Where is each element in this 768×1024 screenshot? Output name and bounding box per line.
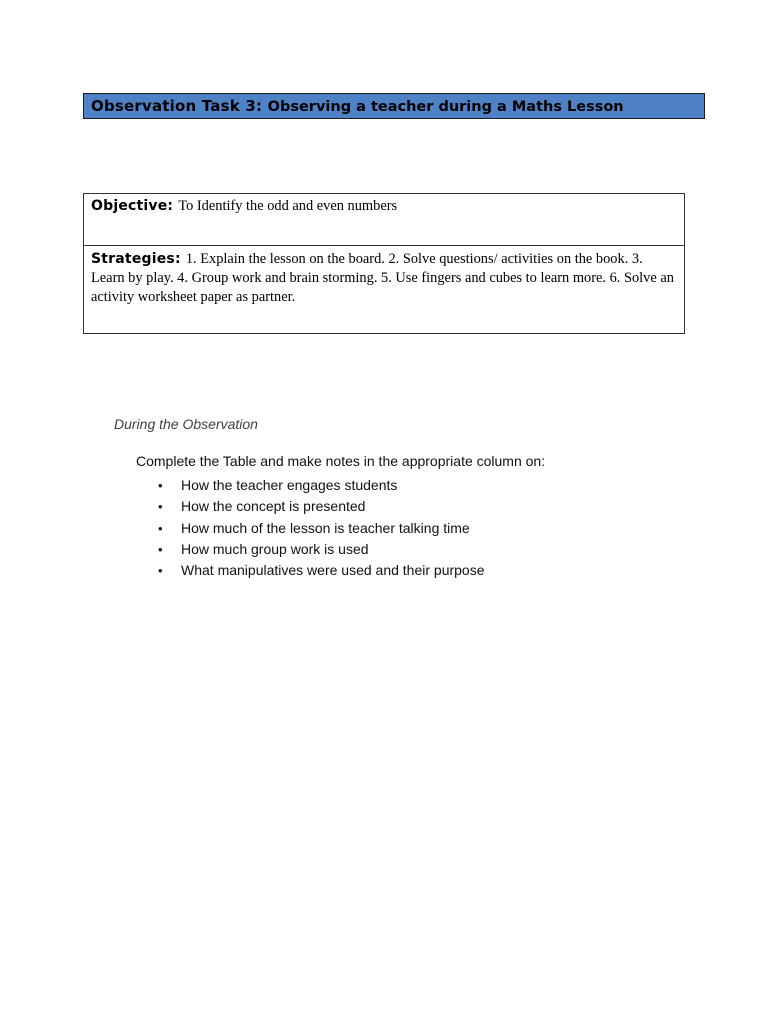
list-item bbox=[158, 497, 485, 518]
bullet-icon: • bbox=[158, 520, 163, 536]
list-item bbox=[158, 476, 485, 497]
list-item-text: How the concept is presented bbox=[181, 498, 366, 515]
objective-label: Objective: bbox=[91, 198, 179, 214]
instruction-text: Complete the Table and make notes in the appropriate column on: bbox=[136, 453, 546, 469]
observation-checklist bbox=[158, 476, 485, 582]
list-item-text: How much of the lesson is teacher talking time bbox=[181, 519, 470, 536]
list-item-text: What manipulatives were used and their purpose bbox=[181, 562, 485, 579]
objective-text: To Identify the odd and even numbers bbox=[178, 198, 398, 214]
task-title: Observing a teacher during a Maths Lesson bbox=[267, 99, 624, 115]
list-item bbox=[158, 561, 485, 582]
section-heading: During the Observation bbox=[114, 416, 258, 432]
strategies-row bbox=[84, 246, 684, 333]
strategies-text: 1. Explain the lesson on the board. 2. Solve questions/ activities on the book. 3. Learn by play. 4. Group work and brain storming. 5. Use fingers and cubes to learn more. 6. Solve an activity worksheet paper as partner. bbox=[91, 251, 674, 305]
strategies-label: Strategies: bbox=[91, 251, 186, 267]
list-item bbox=[158, 519, 485, 540]
bullet-icon: • bbox=[158, 499, 163, 515]
list-item bbox=[158, 540, 485, 561]
list-item-text: How much group work is used bbox=[181, 540, 369, 557]
objective-row bbox=[84, 194, 684, 246]
bullet-icon: • bbox=[158, 478, 163, 493]
objective-strategies-table bbox=[83, 193, 685, 334]
bullet-icon: • bbox=[158, 541, 163, 557]
list-item-text: How the teacher engages students bbox=[181, 477, 398, 493]
task-title-bar bbox=[83, 93, 705, 119]
task-label: Observation Task 3: bbox=[91, 97, 268, 115]
bullet-icon: • bbox=[158, 563, 163, 579]
